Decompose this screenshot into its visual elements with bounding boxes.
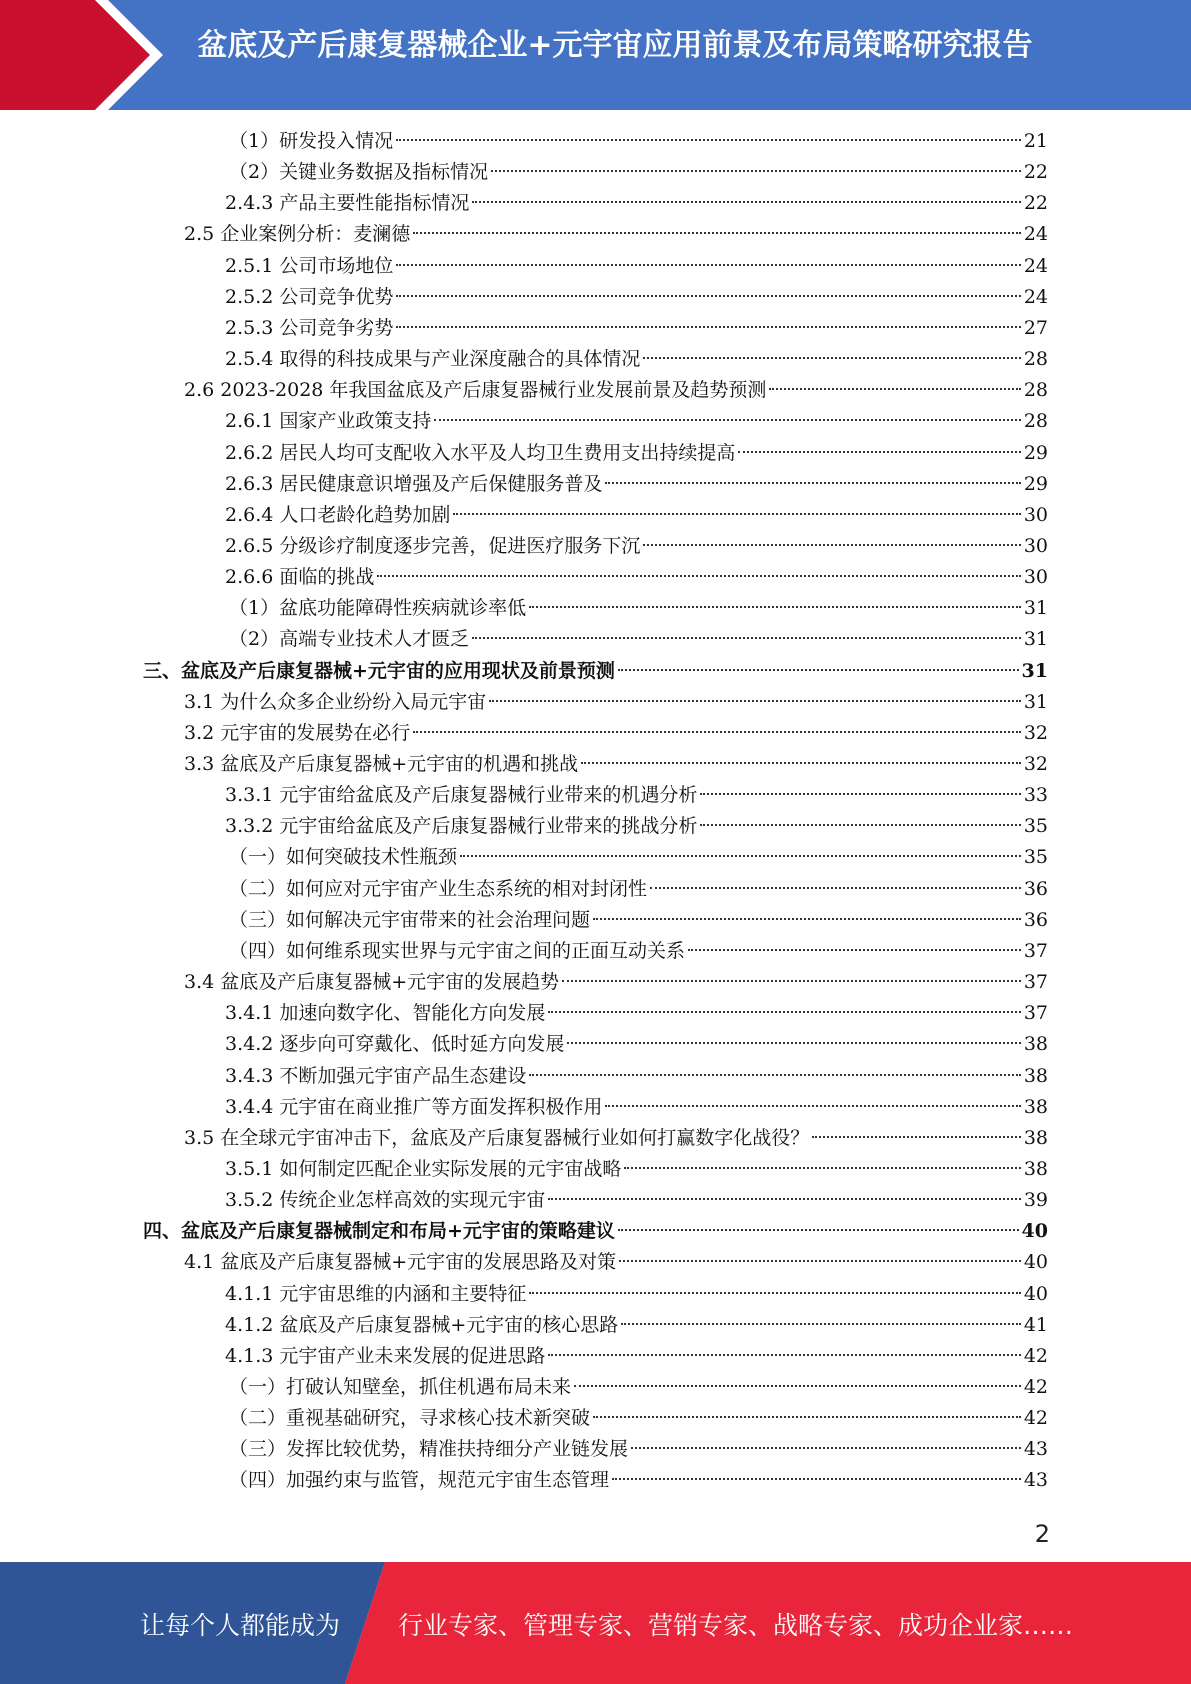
toc-dot-leader (812, 1136, 1021, 1138)
toc-entry-title: 2.6.6 面临的挑战 (225, 566, 375, 589)
toc-entry-title: 4.1.2 盆底及产后康复器械+元宇宙的核心思路 (225, 1313, 619, 1336)
toc-dot-leader (460, 855, 1021, 857)
toc-entry-page: 41 (1023, 1313, 1048, 1336)
toc-dot-leader (413, 232, 1021, 234)
toc-dot-leader (700, 824, 1020, 826)
toc-entry-title: 3.5.2 传统企业怎样高效的实现元宇宙 (225, 1189, 546, 1212)
toc-dot-leader (593, 1416, 1021, 1418)
toc-entry-page: 38 (1023, 1095, 1048, 1118)
toc-dot-leader (434, 419, 1020, 421)
toc-entry[interactable] (225, 1061, 1048, 1092)
report-title: 盆底及产后康复器械企业+元宇宙应用前景及布局策略研究报告 (197, 28, 1033, 63)
toc-entry[interactable] (225, 1279, 1048, 1310)
toc-entry-page: 38 (1023, 1033, 1048, 1056)
toc-entry-page: 42 (1023, 1344, 1048, 1367)
toc-dot-leader (472, 201, 1020, 203)
toc-entry[interactable] (225, 188, 1048, 219)
toc-dot-leader (605, 1105, 1020, 1107)
footer-slogan-left: 让每个人都能成为 (140, 1611, 341, 1640)
toc-dot-leader (548, 1354, 1020, 1356)
toc-entry-title: 3.3.2 元宇宙给盆底及产后康复器械行业带来的挑战分析 (225, 815, 698, 838)
toc-entry[interactable] (225, 1185, 1048, 1216)
toc-entry-title: 2.5.4 取得的科技成果与产业深度融合的具体情况 (225, 348, 641, 371)
toc-entry-page: 43 (1023, 1438, 1048, 1461)
toc-dot-leader (593, 918, 1021, 920)
toc-entry-title: 2.6.5 分级诊疗制度逐步完善，促进医疗服务下沉 (225, 534, 641, 557)
toc-entry-title: （二）如何应对元宇宙产业生态系统的相对封闭性 (229, 877, 648, 900)
toc-entry[interactable] (225, 780, 1048, 811)
toc-entry[interactable] (229, 842, 1048, 873)
toc-entry[interactable] (184, 687, 1048, 718)
toc-entry-title: 3.4.2 逐步向可穿戴化、低时延方向发展 (225, 1033, 565, 1056)
toc-entry-page: 28 (1023, 379, 1048, 402)
toc-entry[interactable] (184, 967, 1048, 998)
toc-entry-title: 2.6.2 居民人均可支配收入水平及人均卫生费用支出持续提高 (225, 441, 736, 464)
toc-dot-leader (738, 451, 1020, 453)
toc-dot-leader (769, 388, 1020, 390)
toc-dot-leader (612, 1478, 1021, 1480)
toc-entry-page: 40 (1023, 1282, 1048, 1305)
toc-entry-page: 42 (1023, 1376, 1048, 1398)
toc-entry-page: 24 (1023, 223, 1048, 246)
toc-entry-page: 38 (1023, 1126, 1048, 1149)
toc-entry-title: 2.6.1 国家产业政策支持 (225, 410, 432, 433)
toc-dot-leader (605, 482, 1020, 484)
toc-entry-page: 35 (1023, 846, 1048, 869)
toc-dot-leader (548, 1011, 1020, 1013)
toc-entry[interactable] (143, 656, 1048, 687)
toc-entry[interactable] (229, 936, 1048, 967)
toc-dot-leader (643, 544, 1020, 546)
toc-entry-title: （四）如何维系现实世界与元宇宙之间的正面互动关系 (229, 939, 686, 962)
toc-entry-title: （四）加强约束与监管，规范元宇宙生态管理 (229, 1469, 610, 1492)
toc-entry-page: 38 (1023, 1064, 1048, 1087)
toc-entry-page: 21 (1023, 130, 1048, 152)
toc-dot-leader (396, 295, 1020, 297)
toc-entry-page: 38 (1023, 1157, 1048, 1180)
toc-entry[interactable] (225, 562, 1048, 593)
toc-entry-title: 3.1 为什么众多企业纷纷入局元宇宙 (184, 690, 487, 713)
toc-entry[interactable] (229, 157, 1048, 188)
toc-entry-page: 31 (1023, 597, 1048, 620)
toc-dot-leader (631, 1447, 1021, 1449)
toc-entry[interactable] (229, 624, 1048, 655)
toc-entry[interactable] (225, 1154, 1048, 1185)
toc-dot-leader (618, 669, 1019, 671)
toc-dot-leader (618, 1229, 1019, 1231)
toc-entry[interactable] (225, 406, 1048, 437)
toc-entry-page: 24 (1023, 254, 1048, 277)
toc-entry-title: （1）研发投入情况 (229, 130, 394, 152)
toc-entry[interactable] (143, 1216, 1048, 1247)
toc-entry-page: 32 (1023, 753, 1048, 775)
toc-dot-leader (396, 264, 1020, 266)
toc-entry-page: 29 (1023, 472, 1048, 495)
toc-entry-page: 22 (1023, 161, 1048, 184)
toc-entry[interactable] (225, 282, 1048, 313)
toc-dot-leader (453, 513, 1020, 515)
toc-entry[interactable] (184, 1123, 1048, 1154)
toc-entry-title: 3.5.1 如何制定匹配企业实际发展的元宇宙战略 (225, 1157, 622, 1180)
toc-dot-leader (624, 1167, 1020, 1169)
toc-entry-title: 4.1.1 元宇宙思维的内涵和主要特征 (225, 1282, 527, 1305)
toc-entry-title: （二）重视基础研究，寻求核心技术新突破 (229, 1407, 591, 1430)
toc-entry[interactable] (229, 1403, 1048, 1434)
toc-entry-page: 37 (1023, 971, 1048, 994)
toc-entry-title: 三、盆底及产后康复器械+元宇宙的应用现状及前景预测 (143, 659, 615, 682)
toc-entry-page: 31 (1023, 690, 1048, 713)
page-header (0, 0, 1191, 110)
toc-dot-leader (650, 887, 1021, 889)
toc-entry-title: 四、盆底及产后康复器械制定和布局+元宇宙的策略建议 (143, 1220, 615, 1243)
toc-entry-page: 27 (1023, 316, 1048, 339)
toc-entry-title: （三）如何解决元宇宙带来的社会治理问题 (229, 908, 591, 931)
toc-dot-leader (472, 637, 1021, 639)
toc-entry-page: 39 (1023, 1189, 1048, 1212)
toc-dot-leader (621, 1323, 1021, 1325)
toc-entry-page: 30 (1023, 566, 1048, 589)
toc-entry-title: 3.4 盆底及产后康复器械+元宇宙的发展趋势 (184, 971, 560, 994)
toc-entry-page: 33 (1023, 784, 1048, 807)
toc-entry-page: 40 (1023, 1251, 1048, 1274)
toc-dot-leader (562, 980, 1021, 982)
toc-entry-page: 32 (1023, 721, 1048, 744)
toc-dot-leader (529, 1292, 1020, 1294)
toc-dot-leader (548, 1198, 1020, 1200)
toc-entry[interactable] (225, 998, 1048, 1029)
toc-entry-title: 3.4.4 元宇宙在商业推广等方面发挥积极作用 (225, 1095, 603, 1118)
toc-entry-title: 2.5 企业案例分析：麦澜德 (184, 223, 411, 246)
toc-dot-leader (377, 575, 1020, 577)
toc-entry-page: 36 (1023, 877, 1048, 900)
toc-entry[interactable] (184, 375, 1048, 406)
toc-entry[interactable] (225, 1092, 1048, 1123)
toc-entry[interactable] (225, 1029, 1048, 1060)
toc-entry-page: 43 (1023, 1469, 1048, 1492)
toc-entry-page: 28 (1023, 410, 1048, 433)
toc-entry[interactable] (225, 438, 1048, 469)
toc-entry-title: 2.6.4 人口老龄化趋势加剧 (225, 503, 451, 526)
toc-entry[interactable] (225, 500, 1048, 531)
toc-entry-page: 30 (1023, 503, 1048, 526)
toc-entry-page: 35 (1023, 815, 1048, 838)
toc-entry-title: （1）盆底功能障碍性疾病就诊率低 (229, 597, 527, 620)
toc-dot-leader (688, 949, 1021, 951)
toc-entry-page: 22 (1023, 192, 1048, 215)
toc-entry-title: 3.3.1 元宇宙给盆底及产后康复器械行业带来的机遇分析 (225, 784, 698, 807)
toc-entry[interactable] (225, 344, 1048, 375)
toc-entry-title: 3.2 元宇宙的发展势在必行 (184, 721, 411, 744)
toc-entry[interactable] (229, 1465, 1048, 1496)
toc-entry-title: 4.1.3 元宇宙产业未来发展的促进思路 (225, 1344, 546, 1367)
toc-entry-title: 2.6 2023-2028 年我国盆底及产后康复器械行业发展前景及趋势预测 (184, 379, 767, 402)
toc-entry-page: 30 (1023, 534, 1048, 557)
toc-entry[interactable] (225, 251, 1048, 282)
toc-dot-leader (567, 1042, 1020, 1044)
toc-entry-title: （一）打破认知壁垒，抓住机遇布局未来 (229, 1376, 572, 1398)
toc-entry[interactable] (225, 1341, 1048, 1372)
toc-entry[interactable] (229, 874, 1048, 905)
toc-entry[interactable] (184, 1247, 1048, 1278)
toc-entry[interactable] (184, 718, 1048, 749)
toc-entry-page: 37 (1023, 939, 1048, 962)
toc-entry[interactable] (229, 1434, 1048, 1465)
toc-entry-page: 36 (1023, 908, 1048, 931)
toc-entry-page: 29 (1023, 441, 1048, 464)
toc-entry-title: （2）高端专业技术人才匮乏 (229, 628, 470, 651)
toc-dot-leader (700, 793, 1020, 795)
page-footer (0, 1562, 1191, 1684)
toc-entry[interactable] (184, 749, 1048, 780)
toc-entry-title: （三）发挥比较优势，精准扶持细分产业链发展 (229, 1438, 629, 1461)
toc-entry[interactable] (225, 1310, 1048, 1341)
toc-entry-title: 2.5.1 公司市场地位 (225, 254, 394, 277)
toc-entry[interactable] (225, 811, 1048, 842)
toc-dot-leader (489, 700, 1021, 702)
toc-entry-page: 40 (1021, 1220, 1048, 1243)
toc-entry[interactable] (225, 531, 1048, 562)
toc-dot-leader (581, 762, 1021, 764)
toc-dot-leader (619, 1260, 1021, 1262)
toc-entry[interactable] (229, 905, 1048, 936)
toc-entry[interactable] (184, 219, 1048, 250)
footer-slogan-right: 行业专家、管理专家、营销专家、战略专家、成功企业家…… (398, 1611, 1074, 1640)
toc-entry-title: （一）如何突破技术性瓶颈 (229, 846, 458, 869)
toc-entry-title: 2.4.3 产品主要性能指标情况 (225, 192, 470, 215)
toc-entry[interactable] (225, 313, 1048, 344)
toc-entry-title: 3.4.3 不断加强元宇宙产品生态建设 (225, 1064, 527, 1087)
toc-entry[interactable] (229, 1372, 1048, 1403)
toc-dot-leader (643, 357, 1020, 359)
toc-entry-title: 2.6.3 居民健康意识增强及产后保健服务普及 (225, 472, 603, 495)
toc-dot-leader (396, 139, 1021, 141)
toc-entry-title: 3.4.1 加速向数字化、智能化方向发展 (225, 1002, 546, 1025)
toc-entry-title: 3.5 在全球元宇宙冲击下，盆底及产后康复器械行业如何打赢数字化战役？ (184, 1126, 810, 1149)
toc-dot-leader (529, 1074, 1020, 1076)
toc-dot-leader (491, 170, 1021, 172)
toc-entry-title: 2.5.3 公司竞争劣势 (225, 316, 394, 339)
toc-entry-title: （2）关键业务数据及指标情况 (229, 161, 489, 184)
toc-entry-page: 31 (1023, 628, 1048, 651)
toc-dot-leader (413, 731, 1021, 733)
toc-entry-page: 37 (1023, 1002, 1048, 1025)
toc-entry-page: 28 (1023, 348, 1048, 371)
toc-dot-leader (574, 1385, 1021, 1387)
toc-entry-title: 3.3 盆底及产后康复器械+元宇宙的机遇和挑战 (184, 753, 579, 775)
toc-entry-page: 31 (1021, 659, 1048, 682)
toc-entry[interactable] (225, 469, 1048, 500)
toc-entry-page: 42 (1023, 1407, 1048, 1430)
page-number: 2 (1034, 1520, 1050, 1548)
toc-entry-page: 24 (1023, 285, 1048, 308)
toc-dot-leader (396, 326, 1020, 328)
toc-dot-leader (529, 606, 1021, 608)
toc-entry[interactable] (229, 593, 1048, 624)
toc-entry-title: 4.1 盆底及产后康复器械+元宇宙的发展思路及对策 (184, 1251, 617, 1274)
toc-entry[interactable] (229, 126, 1048, 157)
toc-entry-title: 2.5.2 公司竞争优势 (225, 285, 394, 308)
